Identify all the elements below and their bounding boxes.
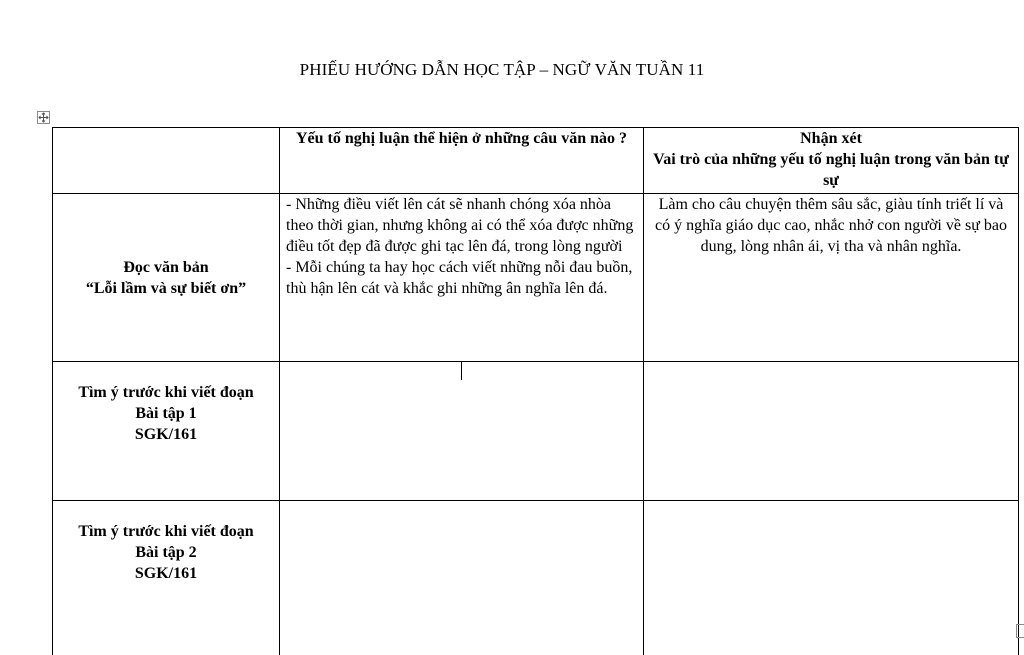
evidence-text: - Những điều viết lên cát sẽ nhanh chóng xóa nhòa theo thời gian, nhưng không ai có thể xóa được những điều tốt đẹp đã được ghi tạc lên đá, trong lòng người xyxy=(286,196,634,255)
comment-text: Làm cho câu chuyện thêm sâu sắc, giàu tính triết lí và có ý nghĩa giáo dục cao, nhắc nhở con người về sự bao dung, lòng nhân ái, vị tha và nhân nghĩa. xyxy=(655,196,1007,255)
row-label-line: Bài tập 2 xyxy=(135,544,197,561)
row-label-line: “Lỗi lầm và sự biết ơn” xyxy=(85,279,247,297)
evidence-cell[interactable] xyxy=(280,194,644,362)
row-label-line: SGK/161 xyxy=(134,565,198,582)
header-comment-title: Nhận xét xyxy=(800,130,862,147)
evidence-cell[interactable] xyxy=(280,501,644,655)
row-label-line: Đọc văn bản xyxy=(123,258,209,276)
evidence-cell[interactable] xyxy=(280,362,644,501)
header-evidence-text: Yếu tố nghị luận thể hiện ở những câu văn nào ? xyxy=(296,130,627,147)
evidence-text: - Mỗi chúng ta hay học cách viết những nỗi đau buồn, thù hận lên cát và khắc ghi những ân nghĩa lên đá. xyxy=(286,259,633,297)
header-cell-evidence[interactable] xyxy=(280,128,644,194)
comment-cell[interactable] xyxy=(644,194,1019,362)
row-label-cell[interactable] xyxy=(53,194,280,362)
page-title: PHIẾU HƯỚNG DẪN HỌC TẬP – NGỮ VĂN TUẦN 11 xyxy=(299,60,705,79)
comment-cell[interactable] xyxy=(644,501,1019,655)
header-cell-comment[interactable] xyxy=(644,128,1019,194)
row-label-line: Bài tập 1 xyxy=(135,405,197,422)
row-label-line: Tìm ý trước khi viết đoạn xyxy=(78,384,254,401)
header-comment-subtitle: Vai trò của những yếu tố nghị luận trong văn bản tự sự xyxy=(653,151,1009,189)
table-row xyxy=(53,362,1019,501)
row-label-line: SGK/161 xyxy=(134,426,198,443)
table-row xyxy=(53,501,1019,655)
table-resize-handle[interactable] xyxy=(1016,624,1024,638)
table-move-handle-icon[interactable] xyxy=(37,111,50,124)
header-cell-empty[interactable] xyxy=(53,128,280,194)
table-row xyxy=(53,194,1019,362)
comment-cell[interactable] xyxy=(644,362,1019,501)
text-cursor xyxy=(461,362,462,380)
table-header-row xyxy=(53,128,1019,194)
row-label-cell[interactable] xyxy=(53,362,280,501)
row-label-cell[interactable] xyxy=(53,501,280,655)
row-label-line: Tìm ý trước khi viết đoạn xyxy=(78,523,254,540)
study-guide-table xyxy=(52,127,1019,655)
